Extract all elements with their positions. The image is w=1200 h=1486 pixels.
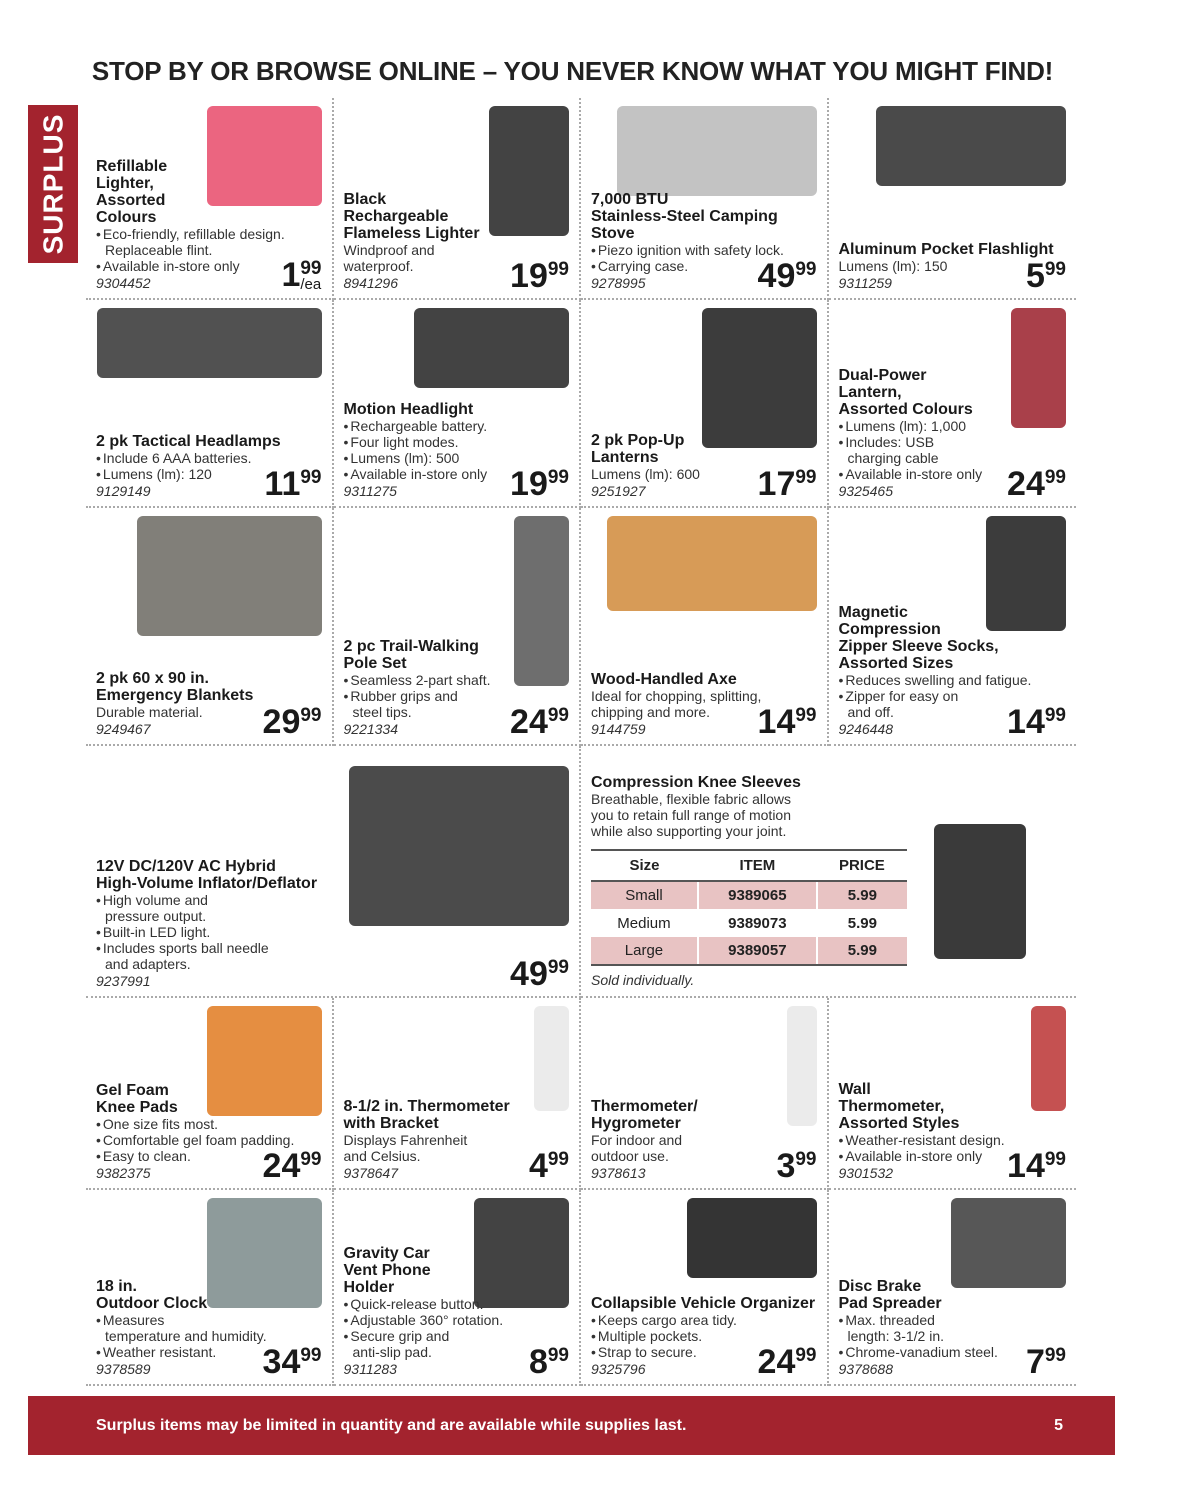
product-price [1007, 1147, 1066, 1185]
price-cents-group [1045, 260, 1066, 279]
product-sku: 9144759 [591, 721, 646, 737]
product-cell [581, 1190, 829, 1386]
product-sku: 9382375 [96, 1165, 151, 1181]
product-title [591, 432, 816, 466]
price-cents-group [548, 260, 569, 279]
table-cell: Small [591, 881, 698, 909]
description-line: • Four light modes. [344, 434, 569, 450]
product-image-organizer [687, 1198, 817, 1278]
description-line: Breathable, flexible fabric allows [591, 791, 791, 807]
title-line: Assorted Styles [838, 1115, 960, 1132]
description-line: Windproof and [343, 242, 435, 258]
price-cents: 99 [1044, 1345, 1066, 1366]
product-sku: 9251927 [591, 483, 646, 499]
description-line: Lumens (lm): 150 [838, 258, 948, 274]
title-line: 12V DC/120V AC Hybrid [96, 858, 276, 875]
price-cents-group [795, 1346, 816, 1365]
title-line: Disc Brake [838, 1278, 922, 1295]
description-line: • Includes sports ball needle [96, 940, 321, 956]
product-sku: 9325796 [591, 1361, 646, 1377]
table-header [591, 850, 907, 881]
product-price [510, 955, 569, 993]
product-title [96, 1082, 321, 1116]
product-cell [86, 508, 334, 746]
product-sku: 9278995 [591, 275, 646, 291]
price-cents-group [1045, 468, 1066, 487]
price-cents-group [300, 1346, 321, 1365]
table-row [591, 881, 907, 909]
title-line: Magnetic [838, 604, 908, 621]
product-price [757, 257, 817, 295]
description-line: • Piezo ignition with safety lock. [591, 242, 816, 258]
product-price [1007, 703, 1066, 741]
price-cents: 99 [795, 1149, 817, 1170]
product-title [591, 1295, 816, 1312]
title-line: Holder [343, 1279, 395, 1296]
product-sku: 9249467 [96, 721, 151, 737]
product-price [1025, 257, 1066, 295]
product-price [757, 1343, 817, 1381]
product-cell [86, 998, 334, 1190]
product-price [262, 703, 322, 741]
description-line: • Weather resistant. [96, 1344, 321, 1360]
description-line: and off. [847, 704, 894, 720]
product-title [839, 241, 1064, 258]
product-title [591, 671, 816, 688]
title-line: Assorted Colours [838, 401, 973, 418]
description-line: charging cable [847, 450, 939, 466]
product-cell [829, 508, 1077, 746]
price-dollars: 14 [757, 703, 796, 741]
price-dollars: 24 [1007, 465, 1045, 503]
title-line: Wood-Handled Axe [591, 671, 737, 688]
product-sku: 9237991 [96, 973, 151, 989]
product-title [344, 638, 569, 672]
size-price-table [591, 849, 907, 966]
price-cents: 99 [1044, 259, 1066, 280]
title-line: Refillable [96, 158, 168, 175]
title-line: Pad Spreader [838, 1295, 942, 1312]
price-cents: 99 [300, 467, 322, 488]
description-line: and Celsius. [343, 1148, 421, 1164]
header-row [591, 850, 907, 881]
product-image-thermometer [534, 1006, 569, 1111]
price-cents-group [300, 259, 321, 292]
description-line: • Chrome-vanadium steel. [839, 1344, 1064, 1360]
title-line: Assorted [96, 192, 166, 209]
price-dollars: 34 [262, 1343, 301, 1381]
product-image-knee-sleeve [934, 824, 1026, 959]
price-cents: 99 [547, 1149, 569, 1170]
product-image-headlight [414, 308, 569, 388]
product-title [591, 191, 816, 242]
description-line: • Strap to secure. [591, 1344, 816, 1360]
product-description [96, 892, 321, 972]
description-line: • Quick-release button. [344, 1296, 569, 1312]
column-header: ITEM [698, 850, 817, 881]
title-line: 18 in. [96, 1278, 137, 1295]
product-image-camping-stove [617, 106, 817, 196]
product-cell [334, 508, 582, 746]
product-title [344, 1098, 569, 1132]
price-dollars: 7 [1025, 1343, 1045, 1381]
title-line: Lighter, [96, 175, 154, 192]
price-cents-group [300, 706, 321, 725]
price-cents-group [300, 1150, 321, 1169]
description-line: • Lumens (lm): 1,000 [839, 418, 1064, 434]
title-line: Dual-Power [838, 367, 927, 384]
description-line: • Rubber grips and [344, 688, 569, 704]
product-price [510, 465, 569, 503]
price-cents: 99 [547, 467, 569, 488]
description-line: • Comfortable gel foam padding. [96, 1132, 321, 1148]
product-sku: 9378613 [591, 1165, 646, 1181]
description-line: anti-slip pad. [352, 1344, 432, 1360]
price-dollars: 24 [757, 1343, 796, 1381]
title-line: Outdoor Clock [96, 1295, 208, 1312]
product-sku: 9325465 [838, 483, 894, 499]
title-line: Black [343, 191, 387, 208]
table-note: Sold individually. [591, 972, 695, 988]
description-line: • Weather-resistant design. [839, 1132, 1064, 1148]
product-title [839, 1081, 1064, 1132]
product-title [839, 604, 1064, 672]
description-line: outdoor use. [591, 1148, 669, 1164]
title-line: Vent Phone [343, 1262, 431, 1279]
description-line: Durable material. [96, 704, 203, 720]
title-line: with Bracket [343, 1115, 439, 1132]
product-title [591, 1098, 816, 1132]
price-cents: 99 [795, 259, 817, 280]
title-line: 7,000 BTU [591, 191, 669, 208]
title-line: Lantern, [838, 384, 902, 401]
price-cents: 99 [1044, 467, 1066, 488]
description-line: • Available in-store only [96, 258, 321, 274]
price-cents-group [1045, 706, 1066, 725]
description-line: • Secure grip and [344, 1328, 569, 1344]
product-sku: 9378589 [96, 1361, 151, 1377]
description-line: • Easy to clean. [96, 1148, 321, 1164]
product-cell [829, 300, 1077, 508]
product-cell [334, 98, 582, 300]
description-line: waterproof. [343, 258, 414, 274]
table-cell: Medium [617, 914, 671, 932]
product-sku: 9378688 [838, 1361, 894, 1377]
product-cell [581, 98, 829, 300]
price-cents-group [548, 706, 569, 725]
price-cents: 99 [547, 259, 569, 280]
price-cents-group [548, 1346, 569, 1365]
price-dollars: 19 [510, 257, 548, 295]
product-sku: 9311275 [343, 483, 397, 499]
product-title [839, 367, 1064, 418]
price-dollars: 17 [757, 465, 796, 503]
price-cents: 99 [795, 1345, 817, 1366]
price-cents: 99 [547, 1345, 569, 1366]
title-line: 2 pk 60 x 90 in. [96, 670, 209, 687]
title-line: Lanterns [591, 449, 659, 466]
price-cents: 99 [795, 467, 817, 488]
price-dollars: 29 [262, 703, 301, 741]
product-price [757, 465, 817, 503]
description-line: Lumens (lm): 600 [591, 466, 700, 482]
product-sku: 9311259 [838, 275, 892, 291]
description-line: • Rechargeable battery. [344, 418, 569, 434]
title-line: 2 pk Tactical Headlamps [96, 433, 281, 450]
price-cents: 99 [1044, 1149, 1066, 1170]
price-dollars: 19 [510, 465, 548, 503]
description-line: • Adjustable 360° rotation. [344, 1312, 569, 1328]
description-line: • Include 6 AAA batteries. [96, 450, 321, 466]
description-line: • Seamless 2-part shaft. [344, 672, 569, 688]
price-cents-group [1045, 1346, 1066, 1365]
price-dollars: 8 [528, 1343, 548, 1381]
product-title [96, 670, 321, 704]
product-sku: 9301532 [838, 1165, 894, 1181]
description-line: • High volume and [96, 892, 321, 908]
page-headline: STOP BY OR BROWSE ONLINE – YOU NEVER KNOW WHAT YOU MIGHT FIND! [91, 56, 1054, 86]
table-cell: 9389057 [698, 937, 817, 965]
title-line: Gel Foam [96, 1082, 169, 1099]
product-cell [581, 508, 829, 746]
price-cents: 99 [300, 705, 322, 726]
price-dollars: 4 [528, 1147, 548, 1185]
description-line: • Lumens (lm): 500 [344, 450, 569, 466]
price-dollars: 49 [510, 955, 548, 993]
product-title [96, 158, 321, 226]
price-cents-group [795, 260, 816, 279]
product-price [1007, 465, 1066, 503]
product-info [96, 858, 321, 990]
column-header: PRICE [817, 850, 907, 881]
description-line: • One size fits most. [96, 1116, 321, 1132]
description-line: • Available in-store only [839, 466, 1064, 482]
product-image-inflator [349, 766, 569, 926]
table-body [591, 881, 907, 965]
product-title [96, 858, 321, 892]
title-line: Knee Pads [96, 1099, 178, 1116]
side-tab-label: SURPLUS [37, 113, 69, 255]
description-line: • Built-in LED light. [96, 924, 321, 940]
product-grid [86, 98, 1076, 1386]
title-line: Emergency Blankets [96, 687, 254, 704]
column-header: Size [591, 850, 698, 881]
product-price [510, 703, 569, 741]
price-cents: 99 [547, 957, 569, 978]
title-line: Aluminum Pocket Flashlight [838, 241, 1054, 258]
table-cell: 5.99 [817, 937, 907, 965]
table-cell: 5.99 [817, 881, 907, 909]
title-line: High-Volume Inflator/Deflator [96, 875, 318, 892]
description-line: For indoor and [591, 1132, 683, 1148]
title-line: 2 pc Trail-Walking [343, 638, 479, 655]
product-price [757, 703, 817, 741]
title-line: Colours [96, 209, 157, 226]
product-price [281, 256, 322, 294]
price-cents-group [1045, 1150, 1066, 1169]
table-cell: Large [591, 937, 698, 965]
product-cell [829, 98, 1077, 300]
title-line: Pole Set [343, 655, 407, 672]
title-line: Stainless-Steel Camping Stove [591, 208, 778, 242]
product-title: Compression Knee Sleeves [591, 774, 801, 791]
table-cell: 9389073 [698, 909, 817, 937]
title-line: Wall [838, 1081, 871, 1098]
description-line: • Includes: USB [839, 434, 1064, 450]
product-cell [86, 746, 581, 998]
product-sku: 9304452 [96, 275, 151, 291]
title-line: Zipper Sleeve Socks, [838, 638, 999, 655]
title-line: Thermometer/ [591, 1098, 698, 1115]
product-price [262, 1147, 322, 1185]
product-price [1025, 1343, 1066, 1381]
description-line: • Reduces swelling and fatigue. [839, 672, 1064, 688]
footer-banner [28, 1396, 1115, 1455]
price-cents-group [548, 1150, 569, 1169]
description-line: Displays Fahrenheit [343, 1132, 468, 1148]
knee-sleeves-cell [581, 746, 1076, 998]
price-dollars: 24 [262, 1147, 301, 1185]
price-dollars: 11 [264, 465, 301, 503]
surplus-side-tab [28, 105, 78, 263]
title-line: Hygrometer [591, 1115, 681, 1132]
product-image-headlamps [97, 308, 322, 378]
table-cell: 5.99 [817, 909, 907, 937]
product-sku: 9378647 [343, 1165, 399, 1181]
title-line: Gravity Car [343, 1245, 430, 1262]
price-dollars: 3 [776, 1147, 796, 1185]
product-title [344, 1245, 569, 1296]
description-line: temperature and humidity. [105, 1328, 267, 1344]
table-row [591, 909, 907, 937]
product-cell [581, 300, 829, 508]
price-cents-group [795, 468, 816, 487]
title-line: Collapsible Vehicle Organizer [591, 1295, 816, 1312]
price-cents-group [548, 958, 569, 977]
product-sku: 9246448 [838, 721, 894, 737]
description-line: • Carrying case. [591, 258, 816, 274]
product-cell [334, 300, 582, 508]
price-unit: /ea [300, 276, 322, 293]
description-line: • Available in-store only [344, 466, 569, 482]
product-title [344, 401, 569, 418]
description-line: Ideal for chopping, splitting, [591, 688, 762, 704]
title-line: Compression [838, 621, 941, 638]
product-price [264, 465, 322, 503]
price-cents: 99 [300, 1149, 322, 1170]
product-image-blankets [137, 516, 322, 636]
product-image-flashlight [876, 106, 1066, 186]
description-line: Replaceable flint. [105, 242, 213, 258]
description-line: length: 3-1/2 in. [847, 1328, 945, 1344]
description-line: you to retain full range of motion [591, 807, 792, 823]
price-cents-group [795, 1150, 816, 1169]
product-sku: 8941296 [343, 275, 399, 291]
product-title [96, 433, 321, 450]
price-dollars: 14 [1007, 1147, 1045, 1185]
description-line: • Available in-store only [839, 1148, 1064, 1164]
title-line: Motion Headlight [343, 401, 474, 418]
product-price [262, 1343, 322, 1381]
product-cell [86, 1190, 334, 1386]
description-line: • Eco-friendly, refillable design. [96, 226, 321, 242]
description-line: • Lumens (lm): 120 [96, 466, 321, 482]
description-line: steel tips. [352, 704, 412, 720]
title-line: Flameless Lighter [343, 225, 480, 242]
description-line: and adapters. [105, 956, 191, 972]
price-cents-group [795, 706, 816, 725]
product-sku: 9129149 [96, 483, 151, 499]
price-dollars: 14 [1007, 703, 1045, 741]
footer-disclaimer: Surplus items may be limited in quantity and are available while supplies last. [96, 1416, 687, 1434]
title-line: 2 pk Pop-Up [591, 432, 685, 449]
product-cell [334, 1190, 582, 1386]
product-title [839, 1278, 1064, 1312]
product-cell [86, 98, 334, 300]
product-image-lanterns [702, 308, 817, 448]
price-dollars: 5 [1025, 257, 1045, 295]
price-cents: 99 [1044, 705, 1066, 726]
product-cell [581, 998, 829, 1190]
product-cell [86, 300, 334, 508]
title-line: Thermometer, [838, 1098, 945, 1115]
product-sku: 9311283 [343, 1361, 397, 1377]
product-title [344, 191, 569, 242]
product-image-axe [607, 516, 817, 611]
product-price [528, 1343, 569, 1381]
description-line: pressure output. [105, 908, 207, 924]
price-dollars: 1 [281, 256, 301, 294]
price-cents-group [548, 468, 569, 487]
table-cell: 9389065 [698, 881, 817, 909]
price-dollars: 24 [510, 703, 548, 741]
description-line: • Zipper for easy on [839, 688, 1064, 704]
product-price [528, 1147, 569, 1185]
description-line: • Keeps cargo area tidy. [591, 1312, 816, 1328]
product-cell [829, 998, 1077, 1190]
description-line: • Measures [96, 1312, 321, 1328]
table-row [591, 937, 907, 965]
description-line: chipping and more. [591, 704, 711, 720]
product-cell [334, 998, 582, 1190]
product-price [510, 257, 569, 295]
price-cents: 99 [547, 705, 569, 726]
description-line: while also supporting your joint. [591, 823, 787, 839]
price-dollars: 49 [757, 257, 796, 295]
product-sku: 9221334 [343, 721, 399, 737]
title-line: Rechargeable [343, 208, 449, 225]
title-line: Assorted Sizes [838, 655, 954, 672]
title-line: 8-1/2 in. Thermometer [343, 1098, 510, 1115]
product-price [776, 1147, 817, 1185]
price-cents: 99 [300, 1345, 322, 1366]
price-cents-group [300, 468, 321, 487]
description-line: • Multiple pockets. [591, 1328, 816, 1344]
product-image-brake-spreader [951, 1198, 1066, 1288]
product-cell [829, 1190, 1077, 1386]
product-title [96, 1278, 321, 1312]
price-cents: 99 [300, 258, 322, 279]
price-cents: 99 [795, 705, 817, 726]
description-line: • Max. threaded [839, 1312, 1064, 1328]
page-number: 5 [1054, 1416, 1063, 1434]
